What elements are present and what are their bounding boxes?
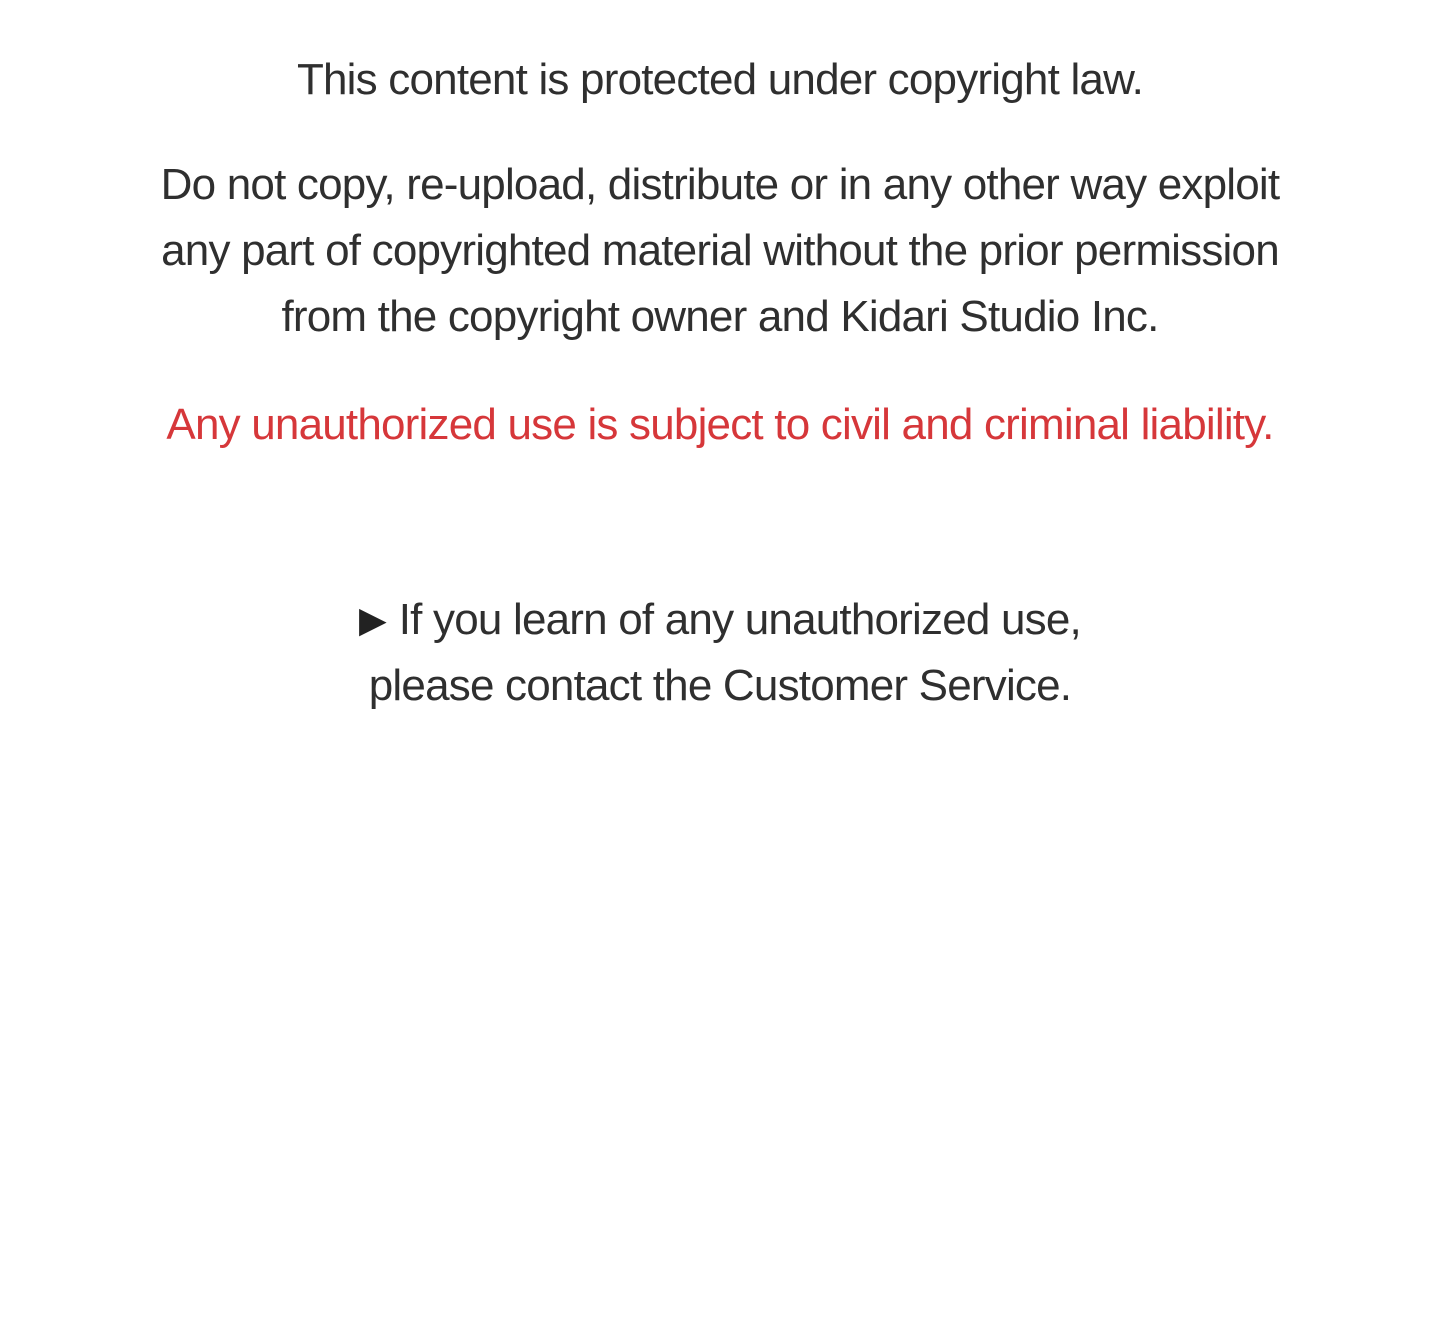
liability-warning-text: Any unauthorized use is subject to civil and criminal liability. xyxy=(166,400,1274,449)
copyright-terms-paragraph xyxy=(0,152,1440,350)
copyright-intro-text: This content is protected under copyright law. xyxy=(296,55,1144,104)
copyright-terms-line-1: Do not copy, re-upload, distribute or in any other way exploit xyxy=(160,160,1280,209)
copyright-terms-line-2: any part of copyrighted material without the prior permission xyxy=(161,226,1279,275)
triangle-bullet-icon: ▶ xyxy=(359,599,387,640)
contact-note-line-1 xyxy=(0,587,1440,653)
contact-note xyxy=(0,587,1440,719)
contact-note-text-1: If you learn of any unauthorized use, xyxy=(398,595,1081,644)
contact-note-line-2: please contact the Customer Service. xyxy=(368,661,1072,710)
copyright-terms-line-3: from the copyright owner and Kidari Studio Inc. xyxy=(281,292,1159,341)
